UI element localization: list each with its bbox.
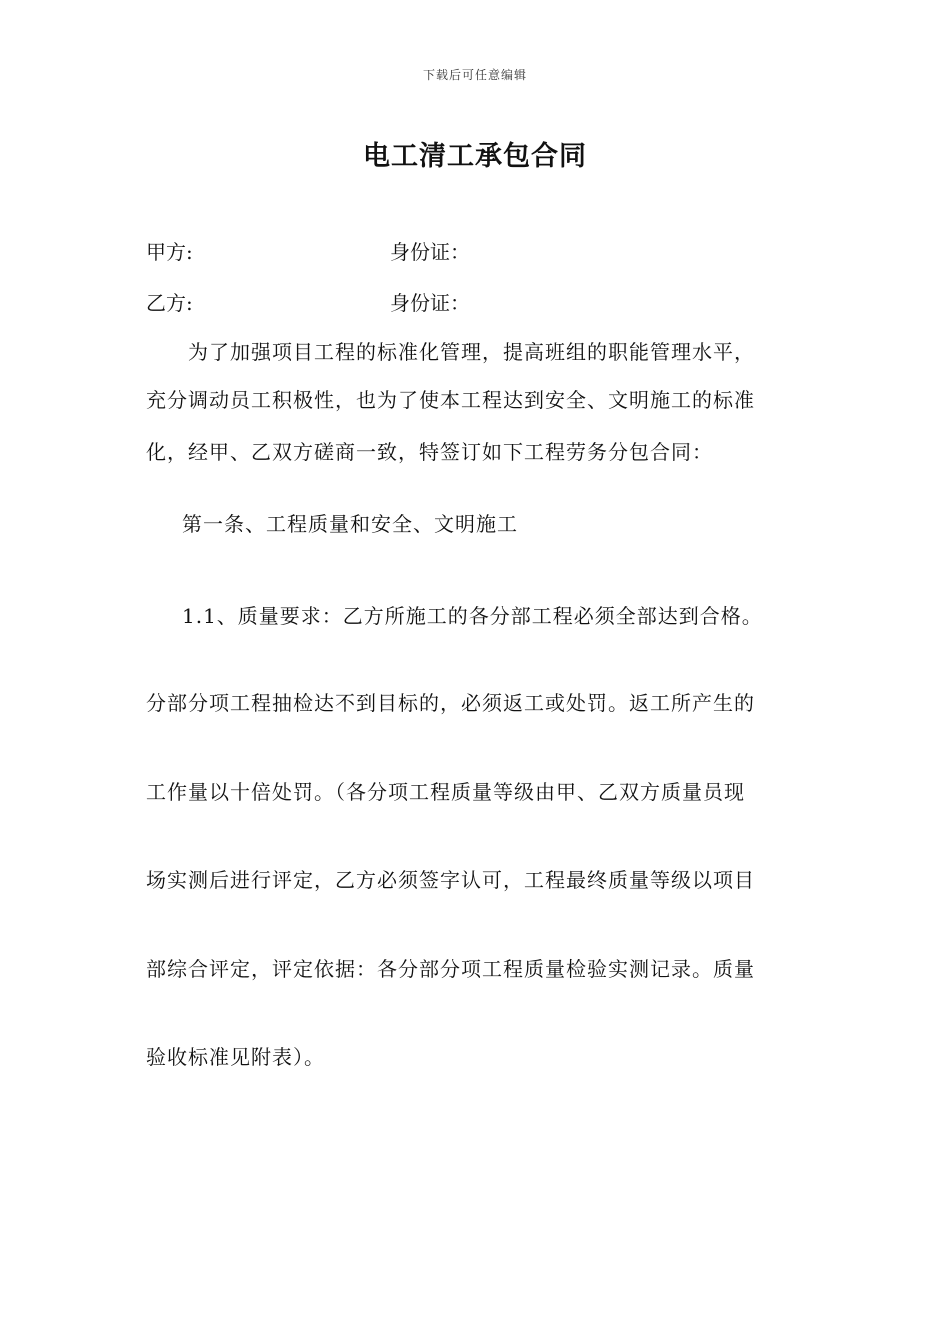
party-b-id-label: 身份证： [390, 291, 470, 315]
document-title: 电工清工承包合同 [363, 141, 587, 172]
article-1-line-4: 场实测后进行评定，乙方必须签字认可，工程最终质量等级以项目 [146, 868, 755, 892]
article-1-heading: 第一条、工程质量和安全、文明施工 [182, 512, 518, 536]
party-a-id-label: 身份证： [390, 240, 470, 264]
party-a-label: 甲方: [146, 240, 193, 264]
article-1-line-3: 工作量以十倍处罚。（各分项工程质量等级由甲、乙双方质量员现 [146, 780, 745, 804]
article-1-line-5: 部综合评定，评定依据：各分部分项工程质量检验实测记录。质量 [146, 957, 755, 981]
party-b-label: 乙方: [146, 291, 193, 315]
article-1-line-1: 1.1、质量要求：乙方所施工的各分部工程必须全部达到合格。 [182, 604, 763, 628]
intro-line-2: 充分调动员工积极性，也为了使本工程达到安全、文明施工的标准 [146, 388, 755, 412]
intro-line-3: 化，经甲、乙双方磋商一致，特签订如下工程劳务分包合同： [146, 440, 713, 464]
article-1-line-6: 验收标准见附表）。 [146, 1045, 325, 1069]
article-1-line-2: 分部分项工程抽检达不到目标的，必须返工或处罚。返工所产生的 [146, 691, 755, 715]
header-note: 下载后可任意编辑 [422, 68, 527, 82]
intro-line-1: 为了加强项目工程的标准化管理，提高班组的职能管理水平， [188, 340, 755, 364]
